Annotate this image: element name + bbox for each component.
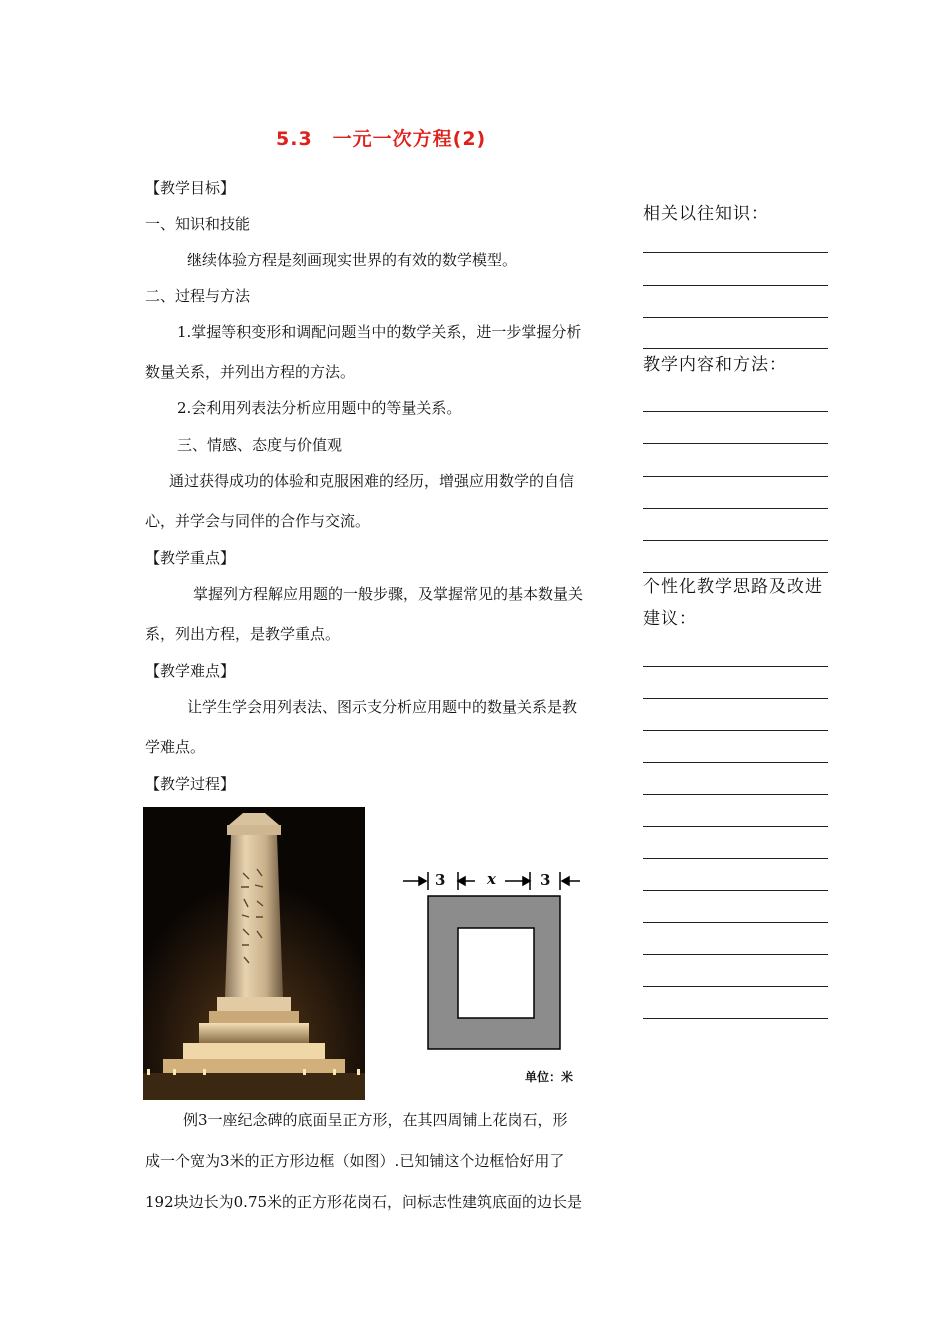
related-line-2 (643, 285, 828, 286)
emotion-text-line1: 通过获得成功的体验和克服困难的经历，增强应用数学的自信 (169, 472, 575, 490)
label-right-3: 3 (540, 871, 551, 889)
process-main-heading: 【教学过程】 (145, 775, 236, 793)
example-line3: 192块边长为0.75米的正方形花岗石，问标志性建筑底面的边长是 (145, 1193, 583, 1211)
process-item-1-line2: 数量关系，并列出方程的方法。 (145, 363, 356, 381)
goals-heading: 【教学目标】 (145, 179, 236, 197)
emotion-heading: 三、情感、态度与价值观 (177, 436, 343, 454)
personal-line-3 (643, 730, 828, 731)
monument-photo (143, 807, 365, 1100)
emotion-text-line2: 心，并学会与同伴的合作与交流。 (145, 512, 371, 530)
related-line-3 (643, 317, 828, 318)
key-text-line1: 掌握列方程解应用题的一般步骤，及掌握常见的基本数量关 (193, 585, 584, 603)
key-heading: 【教学重点】 (145, 549, 236, 567)
content-line-6 (643, 572, 828, 573)
personal-line-12 (643, 1018, 828, 1019)
personalized-heading-line2: 建议： (643, 609, 697, 629)
personal-line-8 (643, 890, 828, 891)
personal-line-1 (643, 666, 828, 667)
process-item-1-line1: 1.掌握等积变形和调配问题当中的数学关系，进一步掌握分析 (177, 323, 582, 341)
personalized-heading-line1: 个性化教学思路及改进 (643, 577, 823, 597)
content-method-heading: 教学内容和方法： (643, 355, 787, 375)
personal-line-11 (643, 986, 828, 987)
label-left-3: 3 (435, 871, 446, 889)
content-line-2 (643, 443, 828, 444)
personal-line-4 (643, 762, 828, 763)
process-heading: 二、过程与方法 (145, 287, 251, 305)
difficulty-text-line1: 让学生学会用列表法、图示支分析应用题中的数量关系是教 (187, 698, 578, 716)
content-line-1 (643, 411, 828, 412)
content-line-5 (643, 540, 828, 541)
example-line1: 例3一座纪念碑的底面呈正方形，在其四周铺上花岗石，形 (183, 1111, 568, 1129)
page-title: 5.3 一元一次方程(2) (276, 128, 487, 150)
label-x: x (487, 870, 496, 888)
personal-line-10 (643, 954, 828, 955)
difficulty-text-line2: 学难点。 (145, 738, 206, 756)
content-line-4 (643, 508, 828, 509)
content-line-3 (643, 476, 828, 477)
knowledge-heading: 一、知识和技能 (145, 215, 251, 233)
related-line-4 (643, 348, 828, 349)
personal-line-9 (643, 922, 828, 923)
key-text-line2: 系，列出方程，是教学重点。 (145, 625, 341, 643)
personal-line-5 (643, 794, 828, 795)
related-line-1 (643, 252, 828, 253)
difficulty-heading: 【教学难点】 (145, 662, 236, 680)
related-knowledge-heading: 相关以往知识： (643, 204, 769, 224)
personal-line-2 (643, 698, 828, 699)
knowledge-text: 继续体验方程是刻画现实世界的有效的数学模型。 (187, 251, 518, 269)
personal-line-6 (643, 826, 828, 827)
process-item-2: 2.会利用列表法分析应用题中的等量关系。 (177, 399, 462, 417)
frame-diagram (395, 860, 595, 1090)
personal-line-7 (643, 858, 828, 859)
unit-label: 单位：米 (525, 1070, 574, 1084)
example-line2: 成一个宽为3米的正方形边框（如图）.已知铺这个边框恰好用了 (145, 1152, 565, 1170)
